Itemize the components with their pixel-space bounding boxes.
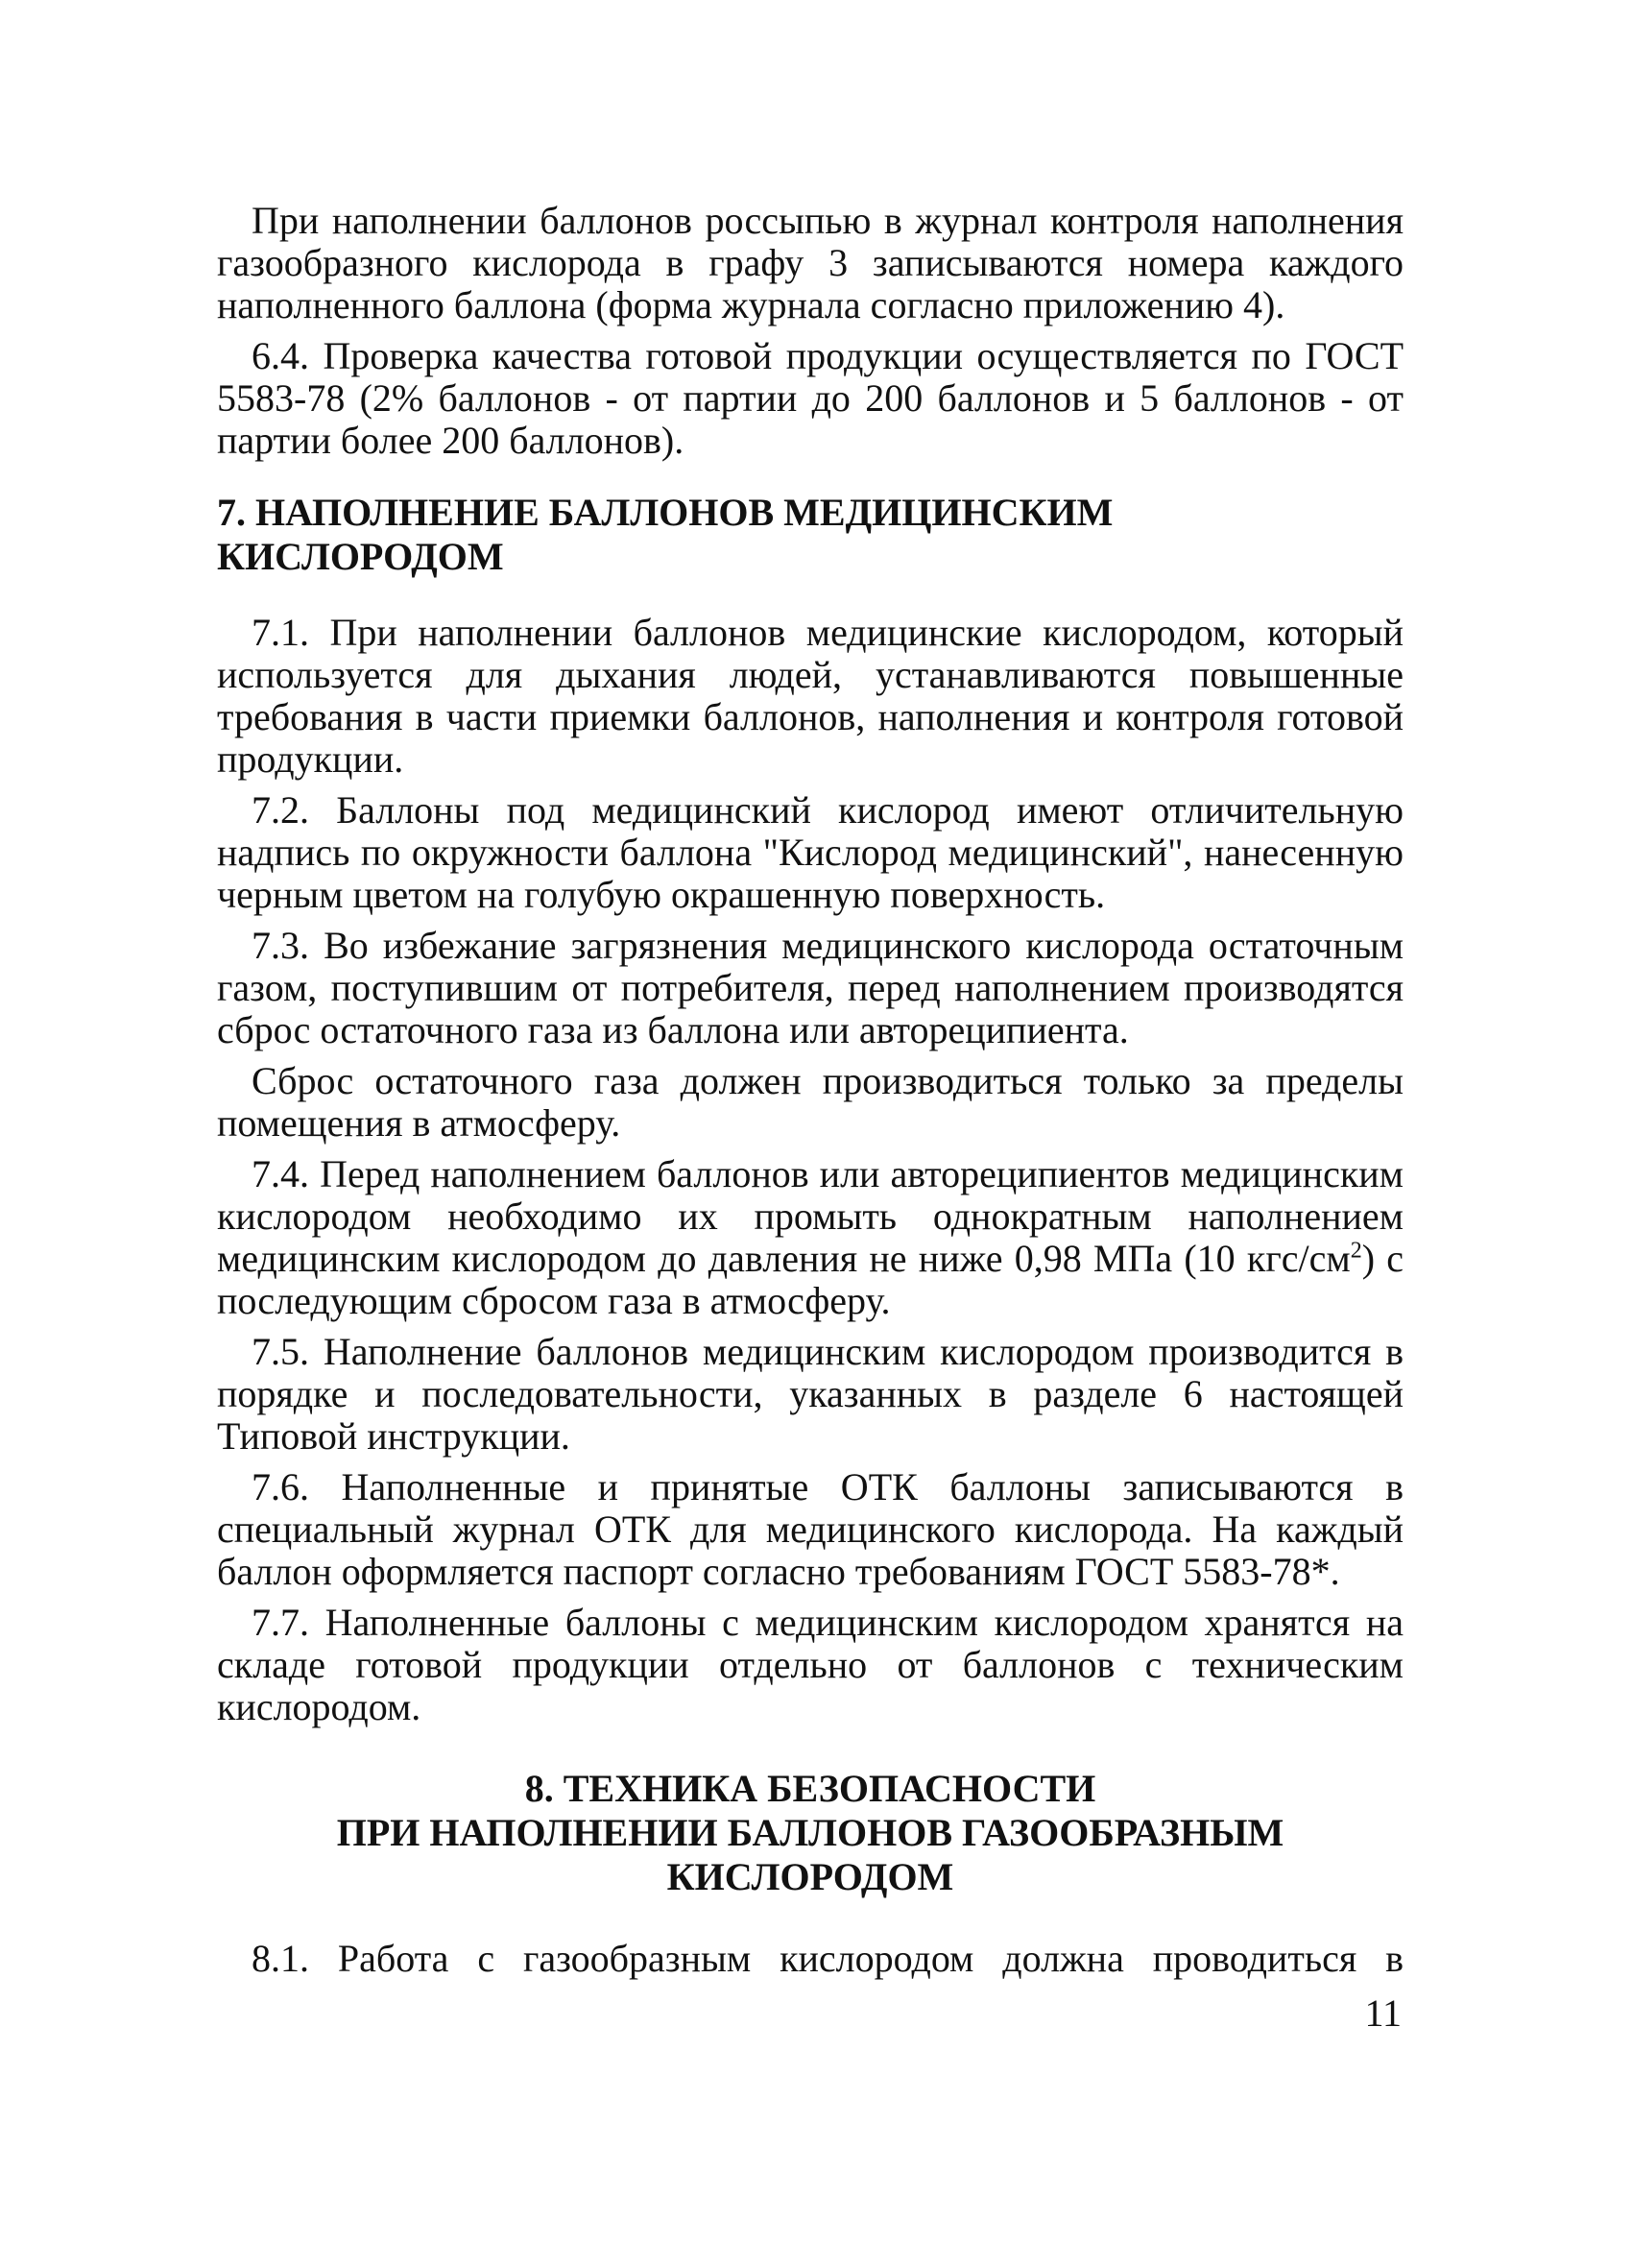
section-8-heading — [217, 1767, 1404, 1899]
paragraph-7-1: 7.1. При наполнении баллонов медицинские кислородом, который используется для дыхания людей, устанавливаются повышенные требования в части приемки баллонов, наполнения и контроля готовой продукции. — [217, 611, 1404, 781]
paragraph-7-6: 7.6. Наполненные и принятые ОТК баллоны записываются в специальный журнал ОТК для медицинского кислорода. На каждый баллон оформляется паспорт согласно требованиям ГОСТ 5583-78*. — [217, 1465, 1404, 1593]
paragraph-7-4-text-after: ) с последующим сбросом газа в атмосферу. — [217, 1237, 1404, 1322]
paragraph-7-4 — [217, 1153, 1404, 1322]
paragraph-7-4-text-before: 7.4. Перед наполнением баллонов или автореципиентов медицинским кислородом необходимо их промыть однократным наполнением медицинским кислородом до давления не ниже 0,98 МПа (10 кгс/см — [217, 1152, 1404, 1280]
section-8-heading-line-3: КИСЛОРОДОМ — [666, 1855, 954, 1898]
superscript-2: 2 — [1350, 1238, 1362, 1264]
paragraph-7-5: 7.5. Наполнение баллонов медицинским кислородом производится в порядке и последовательности, указанных в разделе 6 настоящей Типовой инструкции. — [217, 1330, 1404, 1458]
paragraph-journal-note: При наполнении баллонов россыпью в журнал контроля наполнения газообразного кислорода в графу 3 записываются номера каждого наполненного баллона (форма журнала согласно приложению 4). — [217, 199, 1404, 326]
paragraph-7-2: 7.2. Баллоны под медицинский кислород имеют отличительную надпись по окружности баллона "Кислород медицинский", нанесенную черным цветом на голубую окрашенную поверхность. — [217, 788, 1404, 916]
section-8-heading-line-2: ПРИ НАПОЛНЕНИИ БАЛЛОНОВ ГАЗООБРАЗНЫМ — [336, 1811, 1284, 1854]
paragraph-7-7: 7.7. Наполненные баллоны с медицинским кислородом хранятся на складе готовой продукции отдельно от баллонов с техническим кислородом. — [217, 1601, 1404, 1728]
paragraph-8-1: 8.1. Работа с газообразным кислородом должна проводиться в — [252, 1937, 1404, 1980]
page-content — [217, 200, 1404, 1989]
paragraph-6-4: 6.4. Проверка качества готовой продукции осуществляется по ГОСТ 5583-78 (2% баллонов - от партии до 200 баллонов и 5 баллонов - от партии более 200 баллонов). — [217, 334, 1404, 462]
page-number: 11 — [1364, 1991, 1402, 2035]
section-7-heading: 7. НАПОЛНЕНИЕ БАЛЛОНОВ МЕДИЦИНСКИМ КИСЛОРОДОМ — [217, 491, 1114, 578]
section-8-heading-line-1: 8. ТЕХНИКА БЕЗОПАСНОСТИ — [524, 1767, 1096, 1810]
paragraph-7-3-continued: Сброс остаточного газа должен производиться только за пределы помещения в атмосферу. — [217, 1059, 1404, 1145]
paragraph-7-3: 7.3. Во избежание загрязнения медицинского кислорода остаточным газом, поступившим от потребителя, перед наполнением производятся сброс остаточного газа из баллона или автореципиента. — [217, 924, 1404, 1051]
